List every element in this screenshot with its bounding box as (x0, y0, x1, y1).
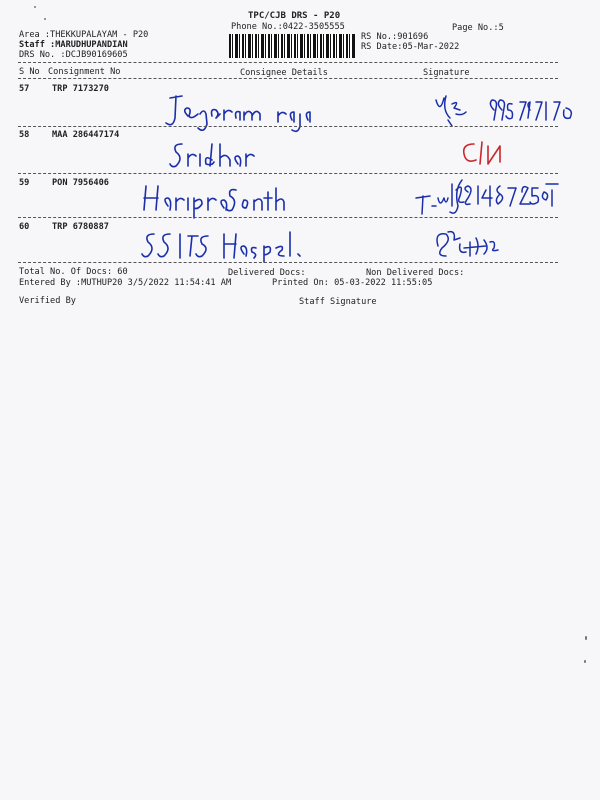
non-delivered-docs: Non Delivered Docs: (366, 268, 465, 278)
consignee-handwriting (160, 92, 340, 137)
drs-number: DRS No. :DCJB90169605 (19, 50, 128, 60)
total-docs: Total No. Of Docs: 60 (19, 267, 128, 277)
signature-handwriting (412, 176, 562, 220)
rs-date: RS Date:05-Mar-2022 (361, 42, 460, 52)
signature-handwriting (458, 138, 518, 168)
row-sno: 60 (19, 222, 30, 232)
column-header-signature: Signature (423, 68, 470, 78)
row-sno: 57 (19, 84, 30, 94)
delivered-docs: Delivered Docs: (228, 268, 306, 278)
row-consignment: MAA 286447174 (52, 130, 120, 140)
verified-by: Verified By (19, 296, 76, 306)
scan-speck (585, 636, 587, 640)
area-label: Area :THEKKUPALAYAM - P20 (19, 30, 149, 40)
row-sno: 58 (19, 130, 30, 140)
row-consignment: PON 7956406 (52, 178, 109, 188)
phone-number: Phone No.:0422-3505555 (231, 22, 345, 32)
barcode (229, 34, 355, 58)
row-sno: 59 (19, 178, 30, 188)
document-title: TPC/CJB DRS - P20 (248, 11, 341, 21)
staff-label: Staff :MARUDHUPANDIAN (19, 40, 128, 50)
divider (18, 262, 558, 263)
entered-by: Entered By :MUTHUP20 3/5/2022 11:54:41 AM (19, 278, 232, 288)
rs-number: RS No.:901696 (361, 32, 429, 42)
column-header-details: Consignee Details (240, 68, 328, 78)
row-consignment: TRP 7173270 (52, 84, 109, 94)
signature-handwriting (430, 226, 510, 266)
divider (18, 78, 558, 79)
scan-speck (44, 18, 46, 20)
consignee-handwriting (140, 180, 300, 220)
page-number: Page No.:5 (452, 23, 504, 33)
consignee-handwriting (168, 136, 268, 176)
staff-signature-label: Staff Signature (299, 297, 377, 307)
consignee-handwriting (140, 226, 310, 266)
column-header-consignment: Consignment No (48, 67, 121, 77)
divider (18, 173, 558, 174)
divider (18, 62, 558, 63)
row-consignment: TRP 6780887 (52, 222, 109, 232)
scan-speck (34, 6, 36, 8)
scan-speck (584, 660, 586, 663)
signature-handwriting (430, 90, 590, 130)
printed-on: Printed On: 05-03-2022 11:55:05 (272, 278, 433, 288)
divider (18, 126, 558, 127)
divider (18, 217, 558, 218)
column-header-sno: S No (19, 67, 40, 77)
